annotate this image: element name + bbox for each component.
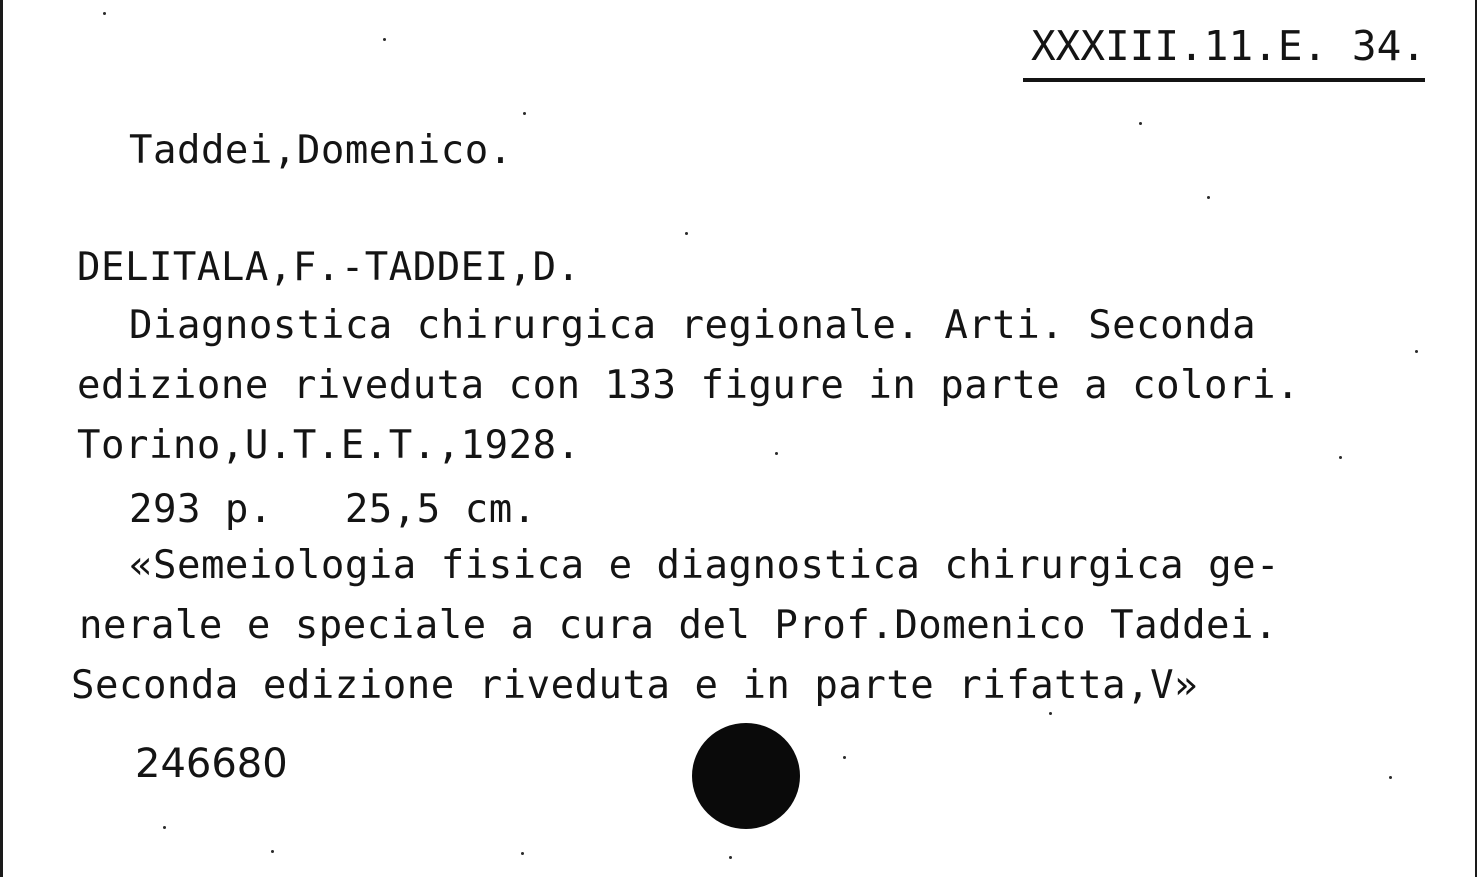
scan-speck: [1389, 776, 1392, 779]
scan-speck: [163, 826, 166, 829]
scan-speck: [383, 38, 386, 41]
scan-speck: [523, 112, 526, 115]
heading-name: Taddei,Domenico.: [129, 128, 513, 173]
scan-speck: [775, 452, 778, 455]
accession-number: 246680: [135, 741, 288, 787]
scan-speck: [1339, 456, 1342, 459]
title-line-2: edizione riveduta con 133 figure in parte a colori.: [77, 363, 1300, 408]
scan-speck: [1415, 350, 1418, 353]
scan-speck: [729, 856, 732, 859]
scan-speck: [1139, 122, 1142, 125]
shelfmark: XXXIII.11.E. 34.: [1031, 22, 1426, 70]
collation: 293 p. 25,5 cm.: [129, 487, 537, 532]
scan-speck: [103, 12, 106, 15]
scan-speck: [843, 756, 846, 759]
scan-speck: [271, 850, 274, 853]
scan-speck: [521, 852, 524, 855]
scan-speck: [1049, 712, 1052, 715]
title-line-1: Diagnostica chirurgica regionale. Arti. Seconda: [129, 303, 1257, 348]
scan-speck: [1207, 196, 1210, 199]
punch-hole: [692, 723, 800, 829]
shelfmark-underline: [1023, 78, 1425, 82]
note-line-3: Seconda edizione riveduta e in parte rifatta,V»: [71, 663, 1199, 708]
main-entry: DELITALA,F.-TADDEI,D.: [77, 245, 581, 290]
scan-speck: [685, 232, 688, 235]
note-line-1: «Semeiologia fisica e diagnostica chirurgica ge-: [129, 543, 1281, 588]
imprint-line: Torino,U.T.E.T.,1928.: [77, 423, 581, 468]
note-line-2: nerale e speciale a cura del Prof.Domenico Taddei.: [79, 603, 1278, 648]
